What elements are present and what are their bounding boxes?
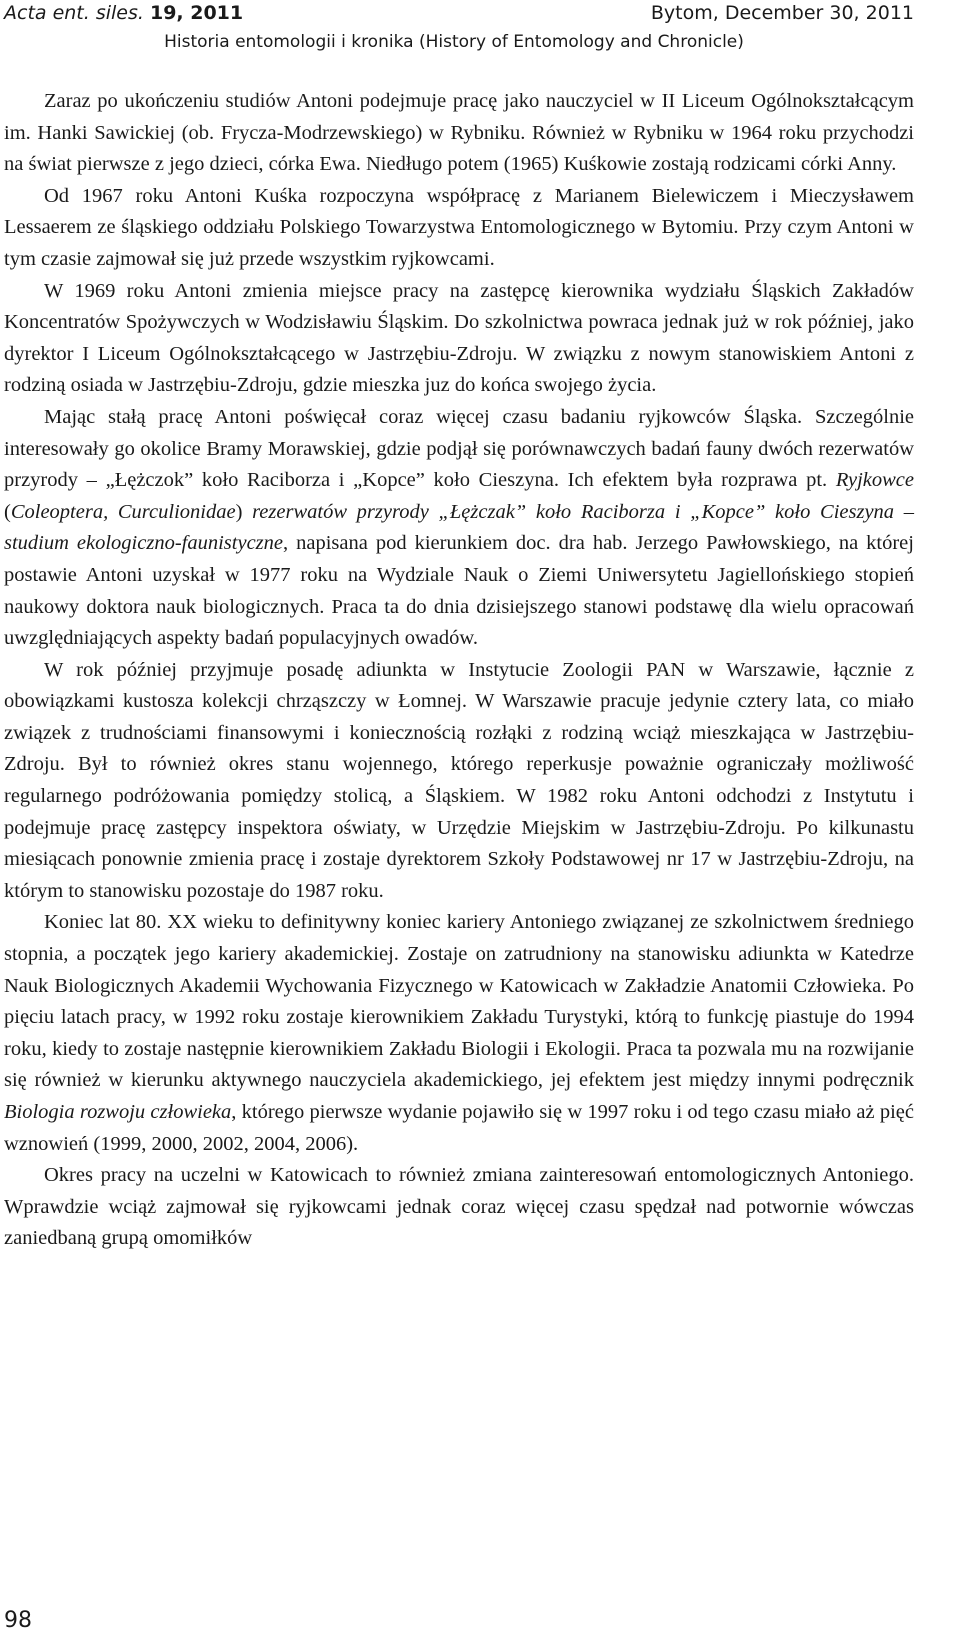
text-run: Okres pracy na uczelni w Katowicach to również zmiana zainteresowań entomologicznych Antoniego. Wprawdzie wciąż zajmował się ryjkowcami jednak coraz więcej czasu spędzał nad potwornie wówczas zaniedbaną grupą omomiłków xyxy=(4,1164,914,1250)
text-run: Zaraz po ukończeniu studiów Antoni podejmuje pracę jako nauczyciel w II Liceum Ogólnokształcącym im. Hanki Sawickiej (ob. Frycza-Modrzewskiego) w Rybniku. Również w Rybniku w 1964 roku przychodzi na świat pierwsze z jego dzieci, córka Ewa. Niedługo potem (1965) Kuśkowie zostają rodzicami córki Anny. xyxy=(4,90,914,176)
text-run: Mając stałą pracę Antoni poświęcał coraz więcej czasu badaniu ryjkowców Śląska. Szczególnie interesowały go okolice Bramy Morawskiej, gdzie podjął się porównawczych badań fauny dwóch rezerwatów przyrody – „Łężczok” koło Raciborza i „Kopce” koło Cieszyna. Ich efektem była rozprawa pt. xyxy=(4,405,914,492)
paragraph xyxy=(4,655,914,908)
paragraph xyxy=(4,1160,914,1255)
italic-text: Biologia rozwoju człowieka xyxy=(4,1101,232,1123)
text-run: W 1969 roku Antoni zmienia miejsce pracy na zastępcę kierownika wydziału Śląskich Zakładów Koncentratów Spożywczych w Wodzisławiu Śląskim. Do szkolnictwa powraca jednak już w rok później, jako dyrektor I Liceum Ogólnokształcącego w Jastrzębiu-Zdroju. W związku z nowym stanowiskiem Antoni z rodziną osiada w Jastrzębiu-Zdroju, gdzie mieszka juz do końca swojego życia. xyxy=(4,279,914,397)
text-run: Od 1967 roku Antoni Kuśka rozpoczyna współpracę z Marianem Bielewiczem i Mieczysławem Lessaerem ze śląskiego oddziału Polskiego Towarzystwa Entomologicznego w Bytomiu. Przy czym Antoni w tym czasie zajmował się już przede wszystkim ryjkowcami. xyxy=(4,184,914,270)
page-number: 98 xyxy=(4,1608,32,1633)
text-run: ( xyxy=(4,500,11,523)
paragraph xyxy=(4,86,914,181)
italic-text: rezerwatów przyrody „Łężczak” koło Raciborza i „Kopce” koło Cieszyna – studium ekologiczno-faunistyczne xyxy=(4,500,914,555)
text-run: W rok później przyjmuje posadę adiunkta w Instytucie Zoologii PAN w Warszawie, łącznie z obowiązkami kustosza kolekcji chrząszczy w Łomnej. W Warszawie pracuje jedynie cztery lata, co miało związek z trudnościami finansowymi i koniecznością rozłąki z rodziną wciąż mieszkająca w Jastrzębiu-Zdroju. Był to również okres stanu wojennego, którego reperkusje poważnie ograniczały możliwość regularnego podróżowania pomiędzy stolicą, a Śląskiem. W 1982 roku Antoni odchodzi z Instytutu i podejmuje pracę zastępcy inspektora oświaty, w Urzędzie Miejskim w Jastrzębiu-Zdroju. Po kilkunastu miesiącach ponownie zmienia pracę i zostaje dyrektorem Szkoły Podstawowej nr 17 w Jastrzębiu-Zdroju, na którym to stanowisku pozostaje do 1987 roku. xyxy=(4,658,914,902)
running-header xyxy=(4,2,914,28)
paragraph xyxy=(4,402,914,655)
text-run: , którego pierwsze wydanie pojawiło się w 1997 roku i od tego czasu miało aż pięć wznowień (1999, 2000, 2002, 2004, 2006). xyxy=(4,1101,914,1155)
paragraph xyxy=(4,907,914,1160)
journal-name: Acta ent. siles. xyxy=(4,2,144,24)
section-title: Historia entomologii i kronika (History of Entomology and Chronicle) xyxy=(164,32,744,52)
article-body xyxy=(4,86,914,1255)
italic-text: Coleoptera, Curculionidae xyxy=(10,500,236,523)
text-run: , napisana pod kierunkiem doc. dra hab. Jerzego Pawłowskiego, na której postawie Antoni uzyskał w 1977 roku na Wydziale Nauk o Ziemi Uniwersytetu Jagiellońskiego stopień naukowy doktora nauk biologicznych. Praca ta do dnia dzisiejszego stanowi podstawę dla wielu opracowań uwzględniających aspekty badań populacyjnych owadów. xyxy=(4,532,914,650)
journal-citation xyxy=(4,2,243,24)
text-run: Koniec lat 80. XX wieku to definitywny koniec kariery Antoniego związanej ze szkolnictwem średniego stopnia, a początek jego kariery akademickiej. Zostaje on zatrudniony na stanowisku adiunkta w Katedrze Nauk Biologicznych Akademii Wychowania Fizycznego w Katowicach w Zakładzie Anatomii Człowieka. Po pięciu latach pracy, w 1992 roku zostaje kierownikiem Zakładu Turystyki, którą to funkcję piastuje do 1994 roku, kiedy to zostaje następnie kierownikiem Zakładu Biologii i Ekologii. Praca ta pozwala mu na rozwijanie się również w kierunku aktywnego nauczyciela akademickiego, jej efektem jest między innymi podręcznik xyxy=(4,911,914,1092)
text-run: ) xyxy=(235,500,253,523)
journal-issue: 19, 2011 xyxy=(149,2,244,24)
paragraph xyxy=(4,181,914,276)
italic-text: Ryjkowce xyxy=(835,469,914,492)
paragraph xyxy=(4,276,914,402)
publication-date: Bytom, December 30, 2011 xyxy=(650,2,914,24)
